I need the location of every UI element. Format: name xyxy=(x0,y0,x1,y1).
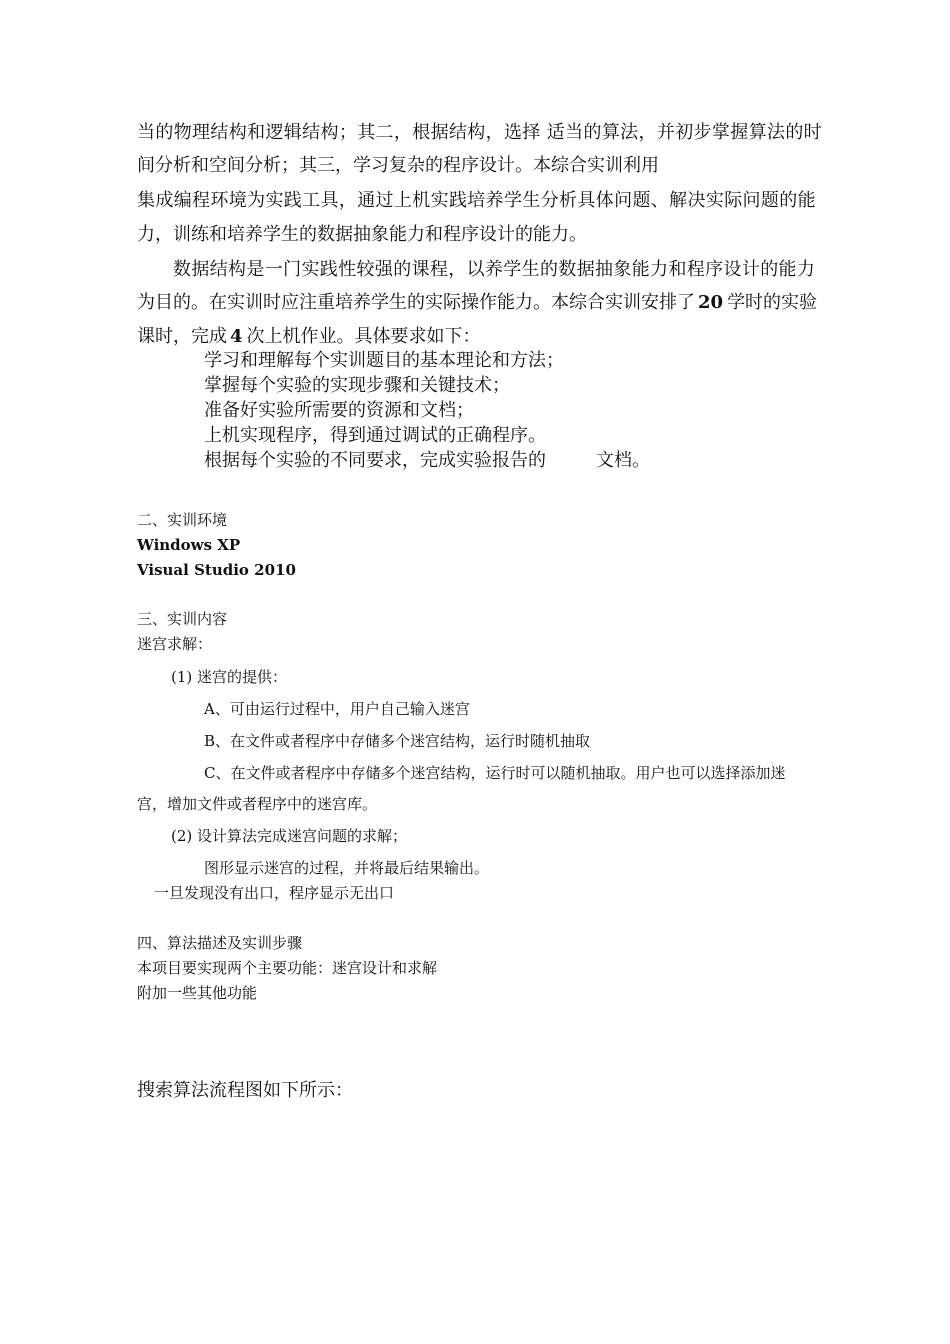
para2-line-3 xyxy=(137,328,481,346)
content-item-1: (1) 迷宫的提供： xyxy=(171,668,288,686)
section-4-line-2: 附加一些其他功能 xyxy=(137,984,258,1002)
subject-title: 迷宫求解： xyxy=(137,635,213,653)
para2-line-3-text-a: 课时，完成 xyxy=(137,326,227,347)
times-value: 4 xyxy=(230,326,243,347)
option-c-line-2: 宫，增加文件或者程序中的迷宫库。 xyxy=(137,795,378,813)
requirement-last-text-a: 根据每个实验的不同要求，完成实验报告的 xyxy=(204,450,546,471)
section-2-heading: 二、实训环境 xyxy=(137,511,228,529)
requirement-item: 上机实现程序，得到通过调试的正确程序。 xyxy=(204,425,546,446)
intro-line-3: 集成编程环境为实践工具，通过上机实践培养学生分析具体问题、解决实际问题的能 xyxy=(137,190,816,211)
intro-line-4: 力，训练和培养学生的数据抽象能力和程序设计的能力。 xyxy=(137,224,587,245)
content-item-2-detail: 图形显示迷宫的过程，并将最后结果输出。 xyxy=(204,859,490,877)
option-b: B、在文件或者程序中存储多个迷宫结构，运行时随机抽取 xyxy=(204,732,591,750)
para2-line-2-text-a: 为目的。在实训时应注重培养学生的实际操作能力。本综合实训安排了 xyxy=(137,292,695,313)
flowchart-caption: 搜索算法流程图如下所示： xyxy=(137,1080,353,1101)
intro-line-2: 间分析和空间分析；其三，学习复杂的程序设计。本综合实训利用 xyxy=(137,155,659,176)
section-3-heading: 三、实训内容 xyxy=(137,610,228,628)
section-4-line-1: 本项目要实现两个主要功能：迷宫设计和求解 xyxy=(137,959,438,977)
requirement-item xyxy=(204,452,650,470)
content-item-2-no-exit: 一旦发现没有出口，程序显示无出口 xyxy=(154,884,395,902)
para2-line-2 xyxy=(137,294,817,312)
option-c-line-1: C、在文件或者程序中存储多个迷宫结构，运行时可以随机抽取。用户也可以选择添加迷 xyxy=(204,764,786,782)
hours-value: 20 xyxy=(698,292,724,313)
requirement-last-text-b: 文档。 xyxy=(596,450,650,471)
requirement-item: 准备好实验所需要的资源和文档； xyxy=(204,400,474,421)
env-ide: Visual Studio 2010 xyxy=(137,561,296,579)
requirement-item: 掌握每个实验的实现步骤和关键技术； xyxy=(204,375,510,396)
option-a: A、可由运行过程中，用户自己输入迷宫 xyxy=(204,700,470,718)
intro-line-1: 当的物理结构和逻辑结构；其二，根据结构，选择 适当的算法，并初步掌握算法的时 xyxy=(137,122,823,143)
content-item-2: (2) 设计算法完成迷宫问题的求解； xyxy=(171,827,408,845)
env-os: Windows XP xyxy=(137,536,241,554)
section-4-heading: 四、算法描述及实训步骤 xyxy=(137,934,303,952)
para2-line-3-text-b: 次上机作业。具体要求如下： xyxy=(246,326,481,347)
requirement-item: 学习和理解每个实训题目的基本理论和方法； xyxy=(204,350,564,371)
para2-line-2-text-b: 学时的实验 xyxy=(727,292,818,313)
para2-line-1: 数据结构是一门实践性较强的课程，以养学生的数据抽象能力和程序设计的能力 xyxy=(173,259,816,280)
